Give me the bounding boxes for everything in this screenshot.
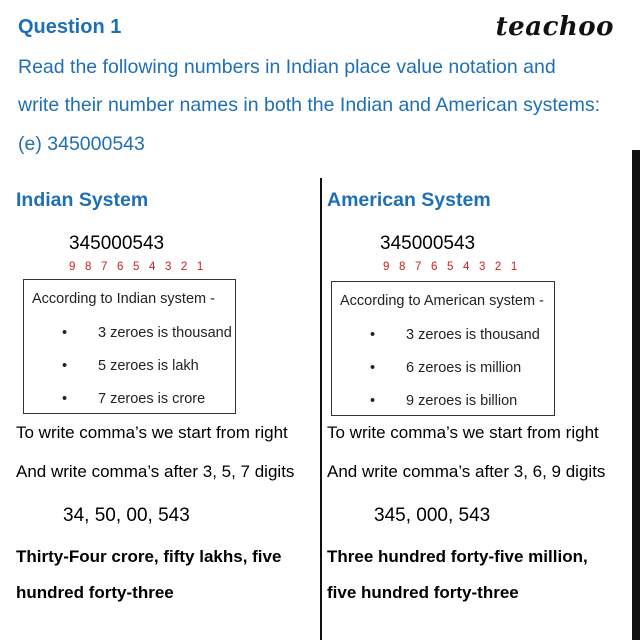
question-title: Question 1 [18,16,122,38]
american-answer-line-2: five hundred forty-three [327,583,519,602]
american-answer-line-1: Three hundred forty-five million, [327,547,588,566]
indian-place-positions: 9 8 7 6 5 4 3 2 1 [69,261,207,273]
american-rules-box [331,281,555,416]
indian-instruction-1: To write comma’s we start from right [16,423,288,442]
american-instruction-2: And write comma’s after 3, 6, 9 digits [327,462,606,481]
american-box-title: According to American system - [340,293,544,309]
question-line-1: Read the following numbers in Indian place value notation and [18,56,556,78]
indian-comma-number: 34, 50, 00, 543 [63,505,190,526]
indian-system-heading: Indian System [16,189,149,211]
question-line-3: (e) 345000543 [18,133,145,155]
column-divider [320,178,322,640]
american-bullet-3: • 9 zeroes is billion [370,393,518,409]
right-edge-bar [632,150,640,640]
american-number: 345000543 [380,233,476,254]
question-line-2: write their number names in both the Indian and American systems: [18,94,601,116]
indian-answer-line-2: hundred forty-three [16,583,174,602]
indian-rules-box [23,279,236,414]
american-instruction-1: To write comma’s we start from right [327,423,599,442]
indian-instruction-2: And write comma’s after 3, 5, 7 digits [16,462,295,481]
american-system-heading: American System [327,189,491,211]
indian-bullet-3: • 7 zeroes is crore [62,391,206,407]
indian-answer-line-1: Thirty-Four crore, fifty lakhs, five [16,547,282,566]
american-bullet-1: • 3 zeroes is thousand [370,327,540,343]
indian-bullet-2: • 5 zeroes is lakh [62,358,199,374]
teachoo-logo: teachoo [495,12,614,42]
american-place-positions: 9 8 7 6 5 4 3 2 1 [383,261,521,273]
indian-box-title: According to Indian system - [32,291,215,307]
american-bullet-2: • 6 zeroes is million [370,360,522,376]
american-comma-number: 345, 000, 543 [374,505,491,526]
indian-bullet-1: • 3 zeroes is thousand [62,325,232,341]
indian-number: 345000543 [69,233,165,254]
